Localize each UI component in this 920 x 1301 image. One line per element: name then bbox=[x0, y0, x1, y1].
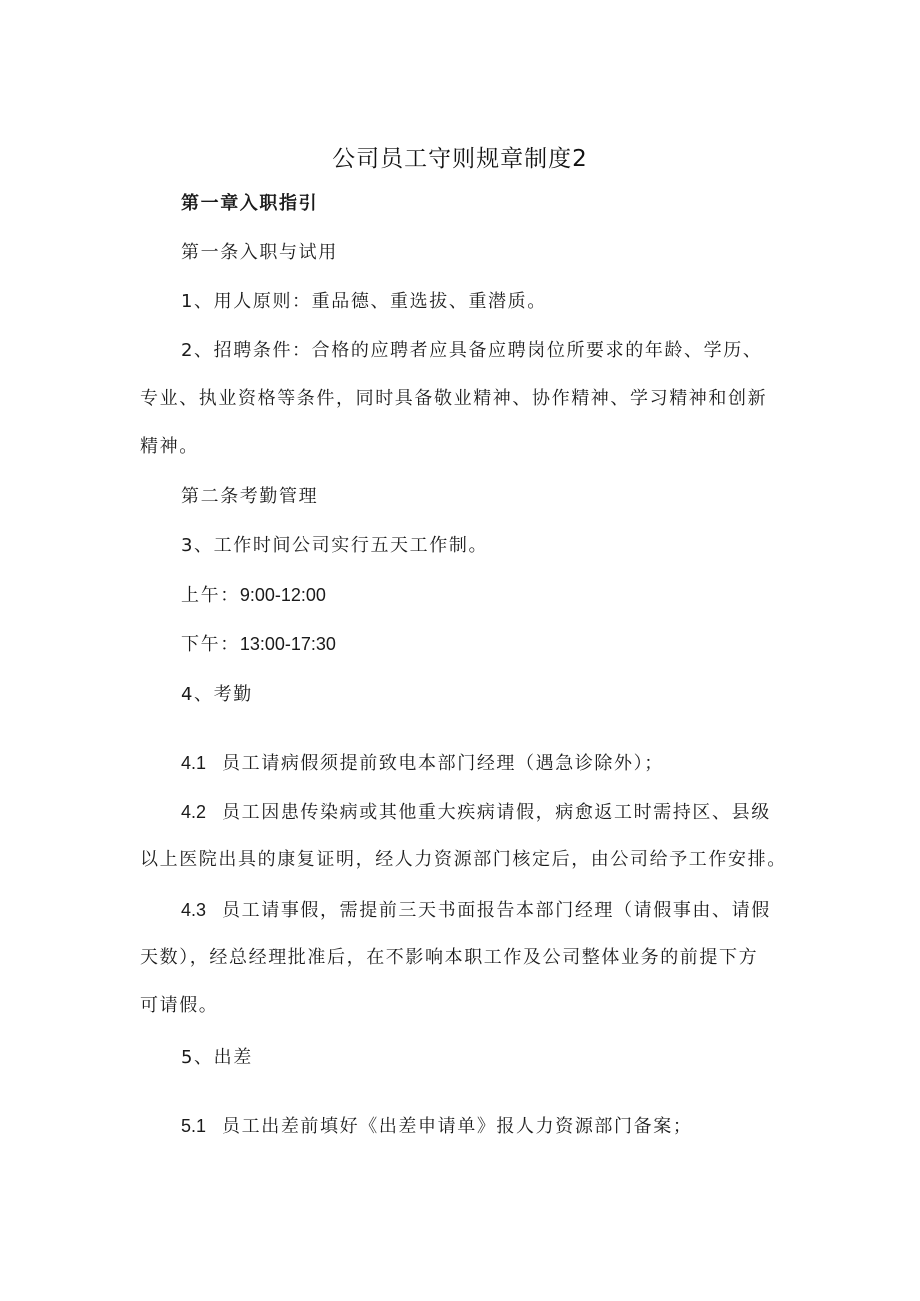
paragraph-2-line-3: 精神。 bbox=[140, 436, 199, 457]
item-4-3-text: 员工请事假，需提前三天书面报告本部门经理（请假事由、请假 bbox=[222, 900, 771, 921]
item-4-2-number: 4.2 bbox=[181, 802, 207, 822]
afternoon-label: 下午： bbox=[181, 634, 240, 655]
morning-hours bbox=[181, 583, 801, 608]
item-4-2-text: 员工因患传染病或其他重大疾病请假，病愈返工时需持区、县级 bbox=[222, 802, 771, 823]
paragraph-2-line-1: 2、招聘条件：合格的应聘者应具备应聘岗位所要求的年龄、学历、 bbox=[181, 340, 763, 361]
afternoon-hours bbox=[181, 632, 801, 657]
article-heading-2: 第二条考勤管理 bbox=[181, 486, 319, 507]
document-title: 公司员工守则规章制度2 bbox=[332, 146, 588, 172]
item-4-2-line-2: 以上医院出具的康复证明，经人力资源部门核定后，由公司给予工作安排。 bbox=[140, 849, 787, 870]
item-4-3-line-3: 可请假。 bbox=[140, 995, 219, 1016]
item-4-3-number: 4.3 bbox=[181, 900, 207, 920]
morning-label: 上午： bbox=[181, 585, 240, 606]
item-5-1-number: 5.1 bbox=[181, 1116, 207, 1136]
morning-time: 9:00-12:00 bbox=[239, 585, 326, 605]
item-5-1-text: 员工出差前填好《出差申请单》报人力资源部门备案； bbox=[222, 1116, 693, 1137]
chapter-heading: 第一章入职指引 bbox=[181, 193, 319, 214]
section-5-heading: 5、出差 bbox=[181, 1047, 253, 1068]
item-4-1 bbox=[181, 751, 801, 776]
afternoon-time: 13:00-17:30 bbox=[239, 634, 336, 654]
paragraph-2-line-2: 专业、执业资格等条件，同时具备敬业精神、协作精神、学习精神和创新 bbox=[140, 388, 768, 409]
paragraph-3: 3、工作时间公司实行五天工作制。 bbox=[181, 535, 489, 556]
paragraph-1: 1、用人原则：重品德、重选拔、重潜质。 bbox=[181, 291, 547, 312]
item-5-1 bbox=[181, 1114, 801, 1139]
item-4-1-number: 4.1 bbox=[181, 753, 207, 773]
item-4-3-line-1 bbox=[181, 898, 801, 923]
item-4-2-line-1 bbox=[181, 800, 801, 825]
item-4-1-text: 员工请病假须提前致电本部门经理（遇急诊除外）； bbox=[222, 753, 664, 774]
article-heading-1: 第一条入职与试用 bbox=[181, 242, 338, 263]
item-4-3-line-2: 天数），经总经理批准后，在不影响本职工作及公司整体业务的前提下方 bbox=[140, 947, 759, 968]
section-4-heading: 4、考勤 bbox=[181, 684, 253, 705]
